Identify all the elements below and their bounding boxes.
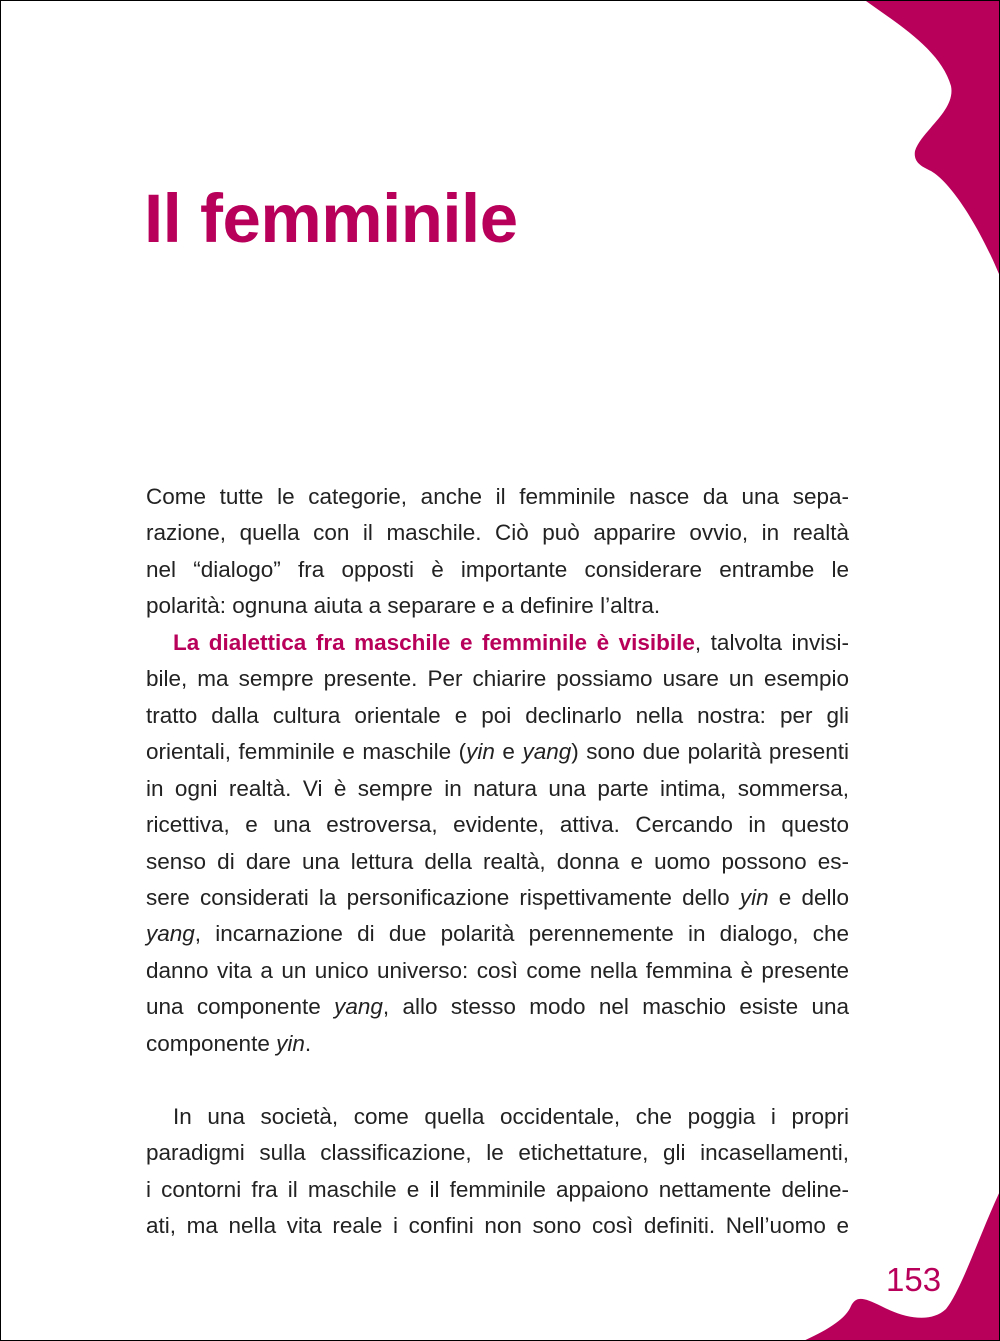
text-line xyxy=(146,992,849,1022)
text-segment: polarità: ognuna aiuta a separare e a definire l’altra. xyxy=(146,593,661,619)
italic-term: yin xyxy=(276,1030,305,1056)
text-line xyxy=(146,1175,849,1205)
text-segment: , talvolta invisi- xyxy=(694,629,850,655)
text-segment: bile, ma sempre presente. Per chiarire possiamo usare un esempio xyxy=(146,666,849,692)
text-segment: una componente xyxy=(146,994,335,1020)
text-line xyxy=(146,883,849,913)
text-segment: tratto dalla cultura orientale e poi declinarlo nella nostra: per gli xyxy=(146,702,849,728)
text-segment: i contorni fra il maschile e il femminile appaiono nettamente deline- xyxy=(146,1176,849,1202)
text-segment: sere considerati la personificazione rispettivamente dello xyxy=(146,884,740,910)
text-segment: . xyxy=(304,1030,312,1056)
italic-term: yang xyxy=(334,994,383,1020)
text-segment: orientali, femminile e maschile ( xyxy=(146,739,467,765)
text-line xyxy=(146,518,849,548)
text-line xyxy=(146,737,849,767)
text-line xyxy=(146,628,849,658)
text-segment: senso di dare una lettura della realtà, donna e uomo possono es- xyxy=(146,848,849,874)
text-segment: razione, quella con il maschile. Ciò può apparire ovvio, in realtà xyxy=(146,520,849,546)
text-line xyxy=(146,1102,849,1132)
text-segment: , incarnazione di due polarità perennemente in dialogo, che xyxy=(194,921,849,947)
text-segment: ) sono due polarità presenti xyxy=(571,739,849,765)
text-segment: e dello xyxy=(768,884,849,910)
text-line xyxy=(146,1138,849,1168)
page-number: 153 xyxy=(886,1261,942,1298)
text-segment: e xyxy=(494,739,523,765)
text-line xyxy=(146,847,849,877)
text-segment: ricettiva, e una estroversa, evidente, attiva. Cercando in questo xyxy=(146,812,849,838)
text-line xyxy=(146,774,849,804)
text-segment: ati, ma nella vita reale i confini non sono così definiti. Nell’uomo e xyxy=(146,1213,849,1238)
text-line xyxy=(146,664,849,694)
top-right-wave-shape xyxy=(866,1,1000,279)
text-line xyxy=(146,956,849,986)
text-line xyxy=(146,591,849,621)
text-line xyxy=(146,482,849,512)
text-line xyxy=(146,810,849,840)
text-segment: paradigmi sulla classificazione, le etichettature, gli incasellamenti, xyxy=(146,1140,849,1166)
text-line xyxy=(146,919,849,949)
italic-term: yang xyxy=(146,921,195,947)
text-segment: nel “dialogo” fra opposti è importante considerare entrambe le xyxy=(146,556,849,582)
text-line xyxy=(146,1211,849,1241)
text-segment: , allo stesso modo nel maschio esiste una xyxy=(382,994,849,1020)
text-segment: danno vita a un unico universo: così come nella femmina è presente xyxy=(146,957,849,983)
highlighted-text: La dialettica fra maschile e femminile è visibile xyxy=(173,629,695,655)
chapter-title: Il femminile xyxy=(144,180,518,257)
text-segment: In una società, come quella occidentale, che poggia i propri xyxy=(173,1103,849,1129)
text-line xyxy=(146,701,849,731)
text-segment: componente xyxy=(146,1030,277,1056)
text-line xyxy=(146,555,849,585)
text-line xyxy=(146,1029,849,1059)
text-segment: in ogni realtà. Vi è sempre in natura una parte intima, sommersa, xyxy=(146,775,849,801)
italic-term: yin xyxy=(466,739,495,765)
italic-term: yang xyxy=(522,739,572,765)
text-segment: Come tutte le categorie, anche il femminile nasce da una sepa- xyxy=(146,484,849,509)
italic-term: yin xyxy=(739,884,769,910)
